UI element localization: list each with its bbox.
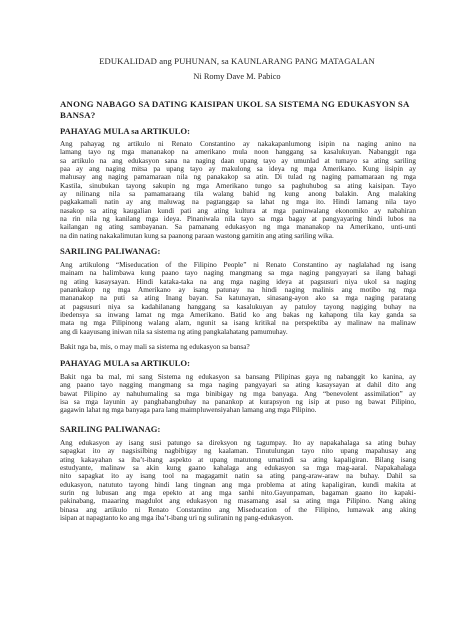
paragraph-line: mata ng mga Pilipinong walang alam, ngunit sa isang kritikal na perspektiba ay malinaw na malinaw [60, 319, 416, 328]
main-heading [60, 99, 416, 120]
document-title: EDUKALIDAD ang PUHUNAN, sa KAUNLARANG PANG MATAGALAN [99, 56, 375, 66]
paragraph-line: ating kakayahan sa iba’t-ibang aspekto at upang matutong umatindi sa ating kapaligiran. Bilang isang [60, 455, 416, 464]
paragraph-line: surin ng lubusan ang mga epekto at ang mga sanhi nito.Gayunpaman, bagaman gaano ito kapaki- [60, 489, 416, 498]
paragraph-line: Bakit nga ba mal, mi sang Sistema ng edukasyon sa bansang Pilipinas gaya ng nabanggit ko kanina, ay [60, 373, 416, 381]
section-3-heading: PAHAYAG MULA sa ARTIKULO: [60, 358, 190, 368]
paragraph-line: ng ating kasaysayan. Hindi kataka-taka na ang mga naging ideya at pagsusuri niya ukol sa naging [60, 277, 416, 286]
section-2-heading: SARILING PALIWANAG: [60, 246, 161, 256]
paragraph-line: binasa ang artikulo ni Renato Constantino ang Miseducation of the Filipino, lumawak ang aking [60, 505, 416, 514]
paragraph-line: Ang artikulong “Miseducation of the Filipino People” ni Renato Constantino ay naglalahad ng isang [60, 261, 416, 269]
paragraph-line: panankakop ng mga Amerikano ay isang patunay na hindi naging malinis ang motibo ng mga [60, 286, 416, 295]
paragraph-line: pagkakamali natin ay ang maluwag na pagtanggap sa lahat ng mga ito. Hindi lamang nila tayo [60, 198, 416, 207]
paragraph-line: sapagkat ito ay nagsisilbing nagbibigay ng kaalaman. Tinutulungan tayo nito upang mapahusay ang [60, 447, 416, 456]
paragraph-line: lamang tayo ng mga mananakop na amerikano mula noon hanggang sa kasalukuyan. Nabanggit nga [60, 148, 416, 157]
paragraph-line: isa sa mga layunin ay panghabangbuhay na panankop at kurapsyon ng isip at puso ng bawat Pilipino, [60, 398, 416, 407]
paragraph-line: Ang edukasyon ay isang susi patungo sa direksyon ng tagumpay. Ito ay napakahalaga sa ating buhay [60, 439, 416, 447]
paragraph-line: edukasyon, natututo tayong hindi lang tingnan ang mga problema at ating kapaligiran, kundi makita at [60, 480, 416, 489]
paragraph-line: Ang pahayag ng artikulo ni Renato Constantino ay nakakapanlumong isipin na naging anino na [60, 140, 416, 148]
paragraph-line: ang paano tayo nagging mangmang sa mga naging pangyayari sa ating kasaysayan at dahil dito ang [60, 381, 416, 390]
main-heading-line: BANSA? [60, 109, 96, 120]
paragraph-line: at pagsusuri niya sa kadahilanang hanggang sa kasalukuyan ay patuloy tayong nagiging buhay na [60, 302, 416, 311]
paragraph-line: na din nating nakakalimutan kung sa paanong paraan wastong gamitin ang ating sariling wika. [60, 231, 334, 240]
paragraph-line: paa ay ang naging mitsa pa upang tayo ay makulong sa ideya ng mga Amerikano. Kung iisipin ay [60, 165, 416, 174]
paragraph-line: gagawin lahat ng mga banyaga para lang maimpluwensiyahan lamang ang mga Pilipino. [60, 406, 317, 415]
paragraph-line: Bakit nga ba, mis, o may mali sa sistema ng edukasyon sa bansa? [60, 343, 250, 351]
question-paragraph [60, 343, 416, 351]
paragraph-line: mahusay ang naging pamamaraan nila ng panakakop sa atin. Di tulad ng naging pamamaraan ng mga [60, 173, 416, 182]
section-2-paragraph [60, 261, 416, 336]
paragraph-line: kailangan ng ating sambayanan. Sa pamanang edukasyon ng mga mananakop na Amerikano, unti-unti [60, 223, 416, 232]
paragraph-line: ang di kaayusang iniwan nila sa sistema ng ating pangkalahatang pamumuhay. [60, 327, 288, 336]
paragraph-line: na rin nila ng kanilang mga ideya. Pinaniwala nila tayo sa mga bagay at pangyayaring hindi lubos na [60, 215, 416, 224]
paragraph-line: Kastila, sinubukan tayong sakupin ng mga Amerikano tungo sa paghuhubog sa ating kaisipan. Tayo [60, 181, 416, 190]
section-4-paragraph [60, 439, 416, 522]
section-3-paragraph [60, 373, 416, 415]
paragraph-line: isipan at napagtanto ko ang mga iba’t-ibang uri ng suliranin ng pang-edukasyon. [60, 514, 294, 523]
paragraph-line: bawat Pilipino ay nahuhumaling sa mga binibigay ng mga banyaga. Ang “benevolent assimilation” ay [60, 389, 416, 398]
paragraph-line: mainam na halimbawa kung paano tayo naging mangmang sa mga naging pangyayari sa ilang bahagi [60, 269, 416, 278]
section-1-paragraph [60, 140, 416, 240]
section-4-heading: SARILING PALIWANAG: [60, 424, 161, 434]
paragraph-line: estudyante, malinaw sa akin kung gaano kahalaga ang edukasyon sa mga mag-aaral. Napakahalaga [60, 464, 416, 473]
paragraph-line: ibedensya sa inwang lamat ng mga Amerikano. Batid ko ang bakas ng kahapong tila kay ganda sa [60, 311, 416, 320]
main-heading-line: ANONG NABAGO SA DATING KAISIPAN UKOL SA SISTEMA NG EDUKASYON SA [60, 99, 410, 109]
paragraph-line: nasakop sa ating kaugalian kundi pati ang ating kultura at mga paninwalang ekonomiko ay nabahiran [60, 206, 416, 215]
document-author: Ni Romy Dave M. Pabico [193, 72, 281, 81]
paragraph-line: mananakop na puti sa ating Inang bayan. Sa katunayan, sinasang-ayon ako sa mga naging paratang [60, 294, 416, 303]
paragraph-line: nito sapagkat ito ay isang tool na magagamit natin sa ating pang-araw-araw na buhay. Dahil sa [60, 472, 416, 481]
section-1-heading: PAHAYAG MULA sa ARTIKULO: [60, 126, 190, 136]
paragraph-line: pakinabang, maaaring magdulot ang edukasyon ng masamang asal sa ating mga Pilipino. Nang aking [60, 497, 416, 506]
paragraph-line: ay nilinang nila sa pamamaraang tila walang bahid ng kung anong balakin. Ang malaking [60, 190, 416, 199]
paragraph-line: sa artikulo na ang edukasyon sana na naging daan upang tayo ay umunlad at tumayo sa ating sariling [60, 156, 416, 165]
